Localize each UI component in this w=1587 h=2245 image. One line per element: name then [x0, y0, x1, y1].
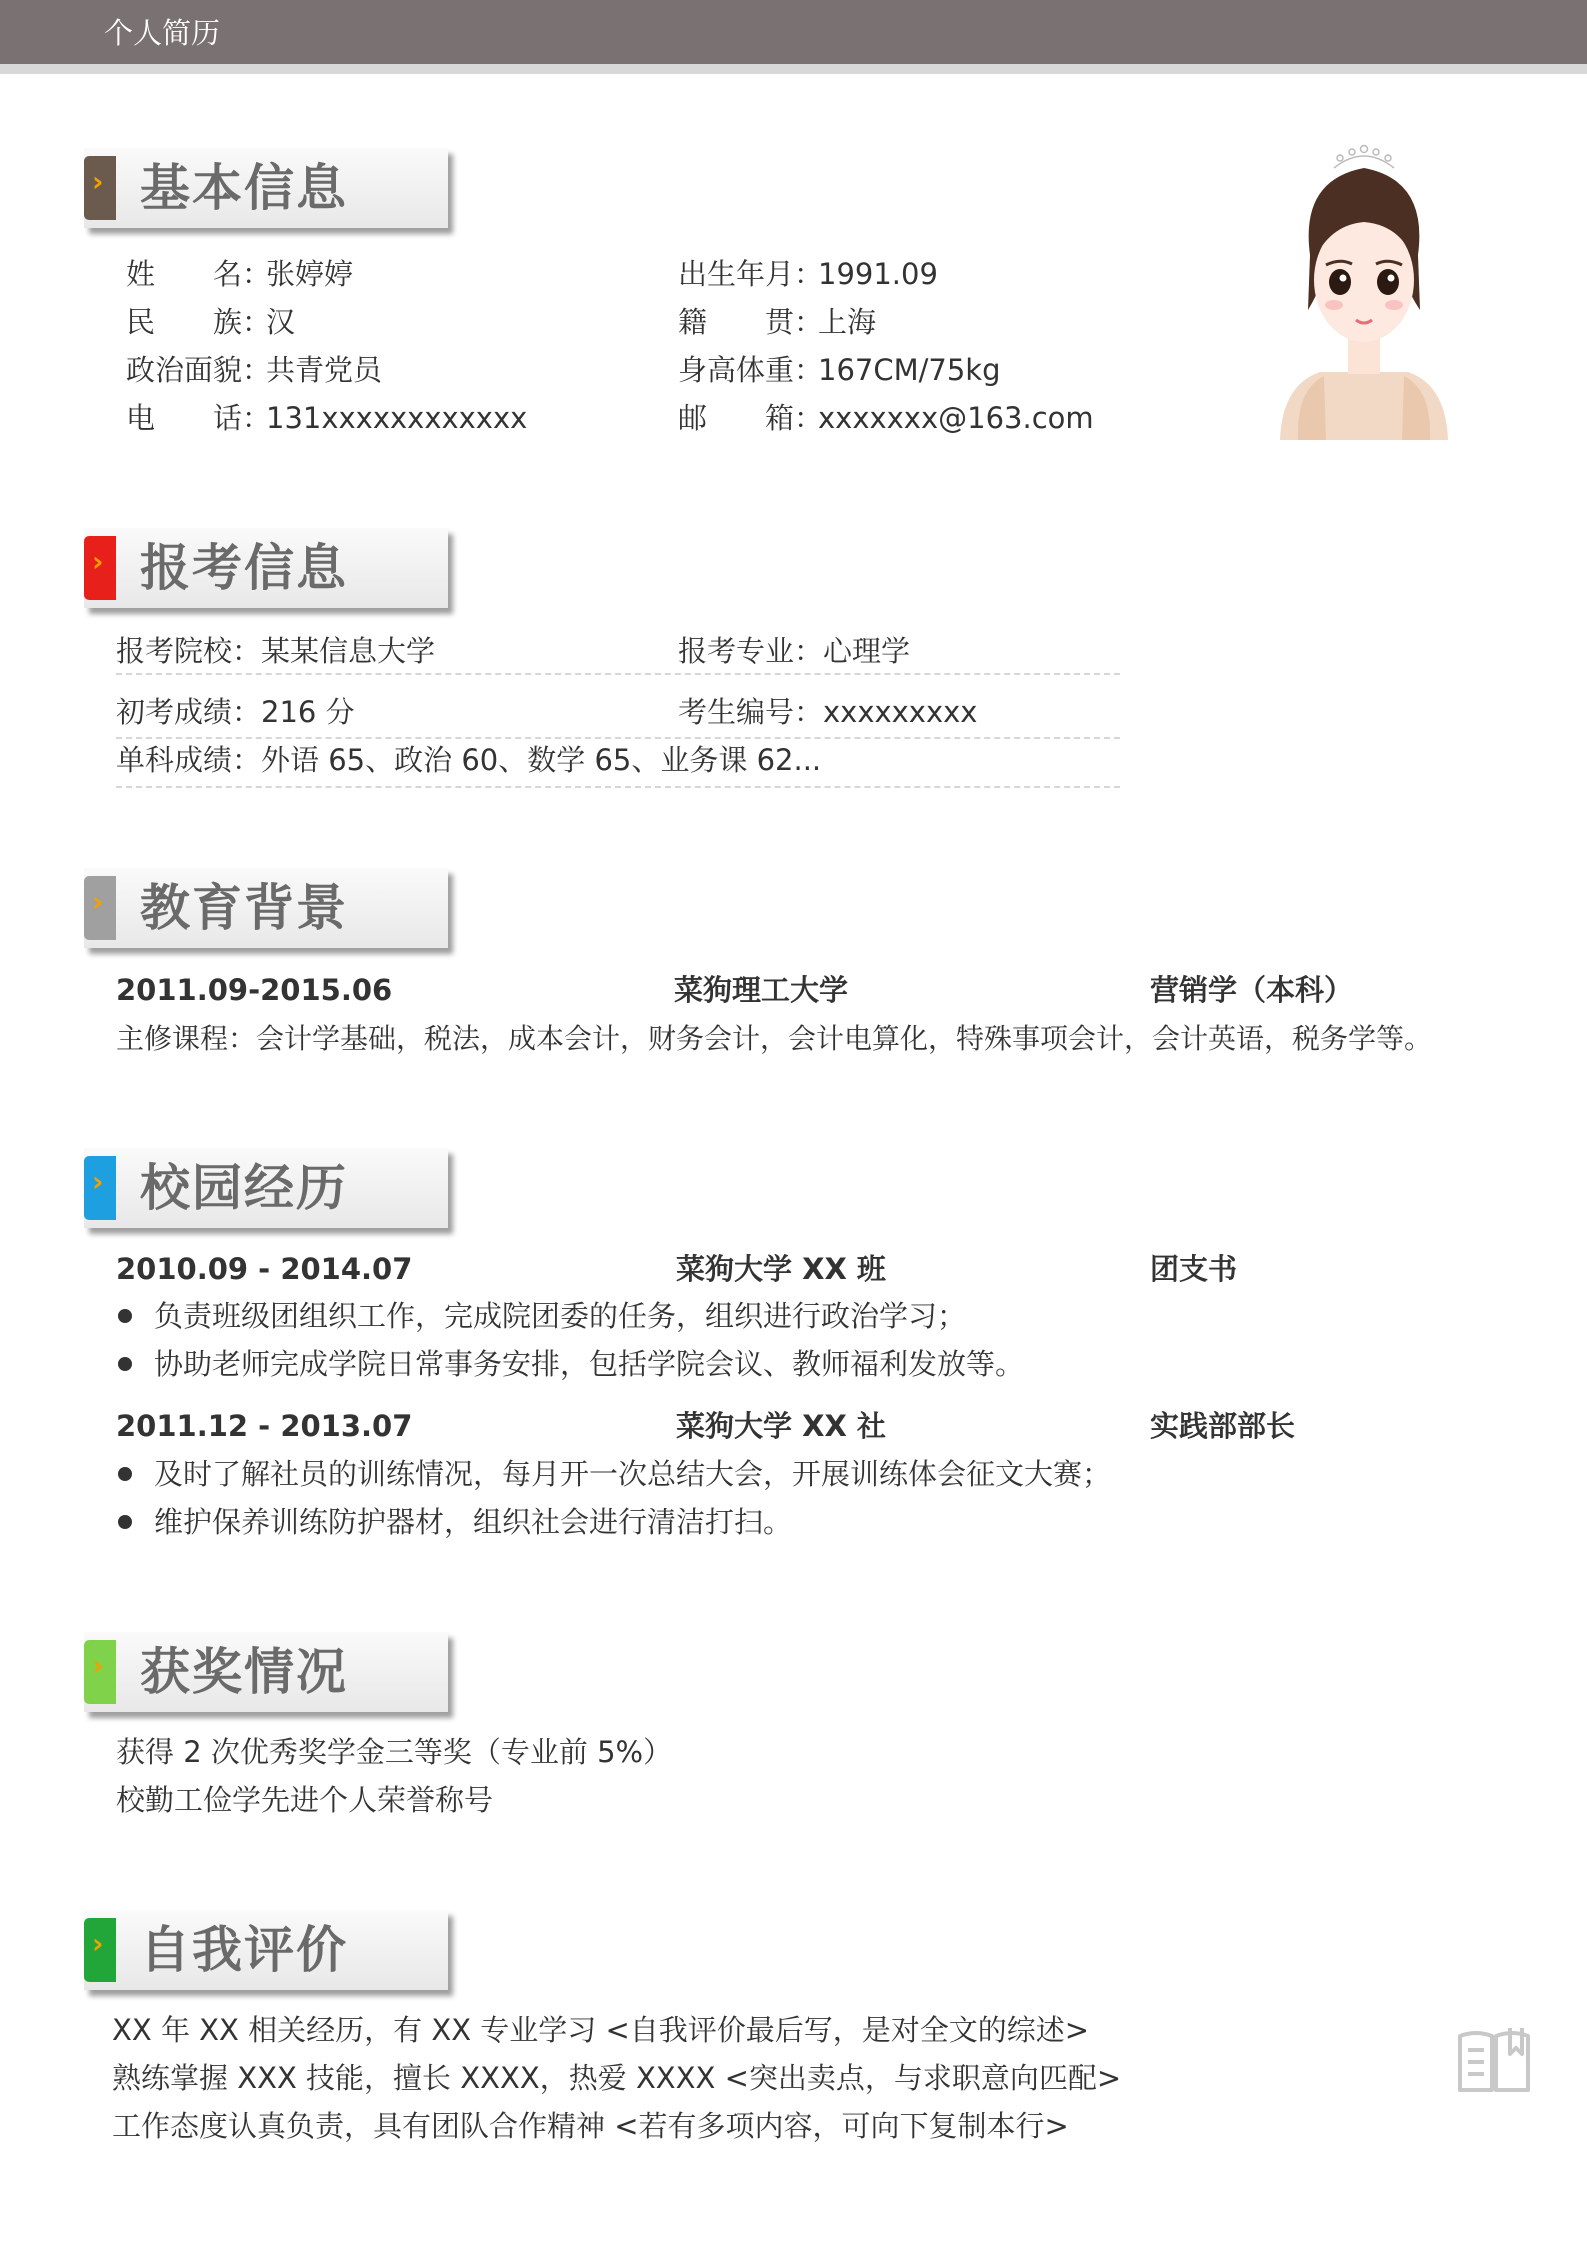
section-title: 校园经历	[140, 1159, 348, 1217]
birth-label: 出生年月：	[678, 257, 824, 291]
origin-label: 籍 贯：	[678, 305, 824, 339]
phone-value: 131xxxxxxxxxxxx	[266, 401, 528, 435]
section-header-awards	[84, 1632, 448, 1712]
campus-org: 菜狗大学 XX 社	[676, 1409, 886, 1443]
self-item: 工作态度认真负责，具有团队合作精神 <若有多项内容，可向下复制本行>	[112, 2109, 1069, 2143]
campus-item: 及时了解社员的训练情况，每月开一次总结大会，开展训练体会征文大赛；	[154, 1457, 1112, 1491]
chevron-right-icon: ›	[92, 1165, 104, 1198]
divider	[116, 786, 1120, 788]
top-bar	[0, 0, 1587, 64]
campus-org: 菜狗大学 XX 班	[676, 1252, 886, 1286]
award-item: 获得 2 次优秀奖学金三等奖（专业前 5%）	[116, 1735, 673, 1769]
birth-value: 1991.09	[818, 257, 938, 291]
section-title: 教育背景	[140, 879, 348, 937]
bullet-dot	[118, 1467, 132, 1481]
chevron-right-icon: ›	[92, 165, 104, 198]
section-header-exam	[84, 528, 448, 608]
campus-period: 2011.12 - 2013.07	[116, 1409, 413, 1443]
section-title: 基本信息	[140, 159, 348, 217]
book-icon	[1456, 2024, 1532, 2096]
politics-label: 政治面貌：	[126, 353, 272, 387]
body-value: 167CM/75kg	[818, 353, 1001, 387]
bullet-dot	[118, 1357, 132, 1371]
section-header-self	[84, 1910, 448, 1990]
section-header-education	[84, 868, 448, 948]
section-title: 报考信息	[140, 539, 348, 597]
self-item: XX 年 XX 相关经历，有 XX 专业学习 <自我评价最后写，是对全文的综述>	[112, 2013, 1090, 2047]
bullet-dot	[118, 1309, 132, 1323]
campus-role: 团支书	[1150, 1252, 1238, 1286]
campus-item: 协助老师完成学院日常事务安排，包括学院会议、教师福利发放等。	[154, 1347, 1025, 1381]
origin-value: 上海	[818, 305, 877, 339]
body-label: 身高体重：	[678, 353, 824, 387]
edu-courses: 主修课程：会计学基础，税法，成本会计，财务会计，会计电算化，特殊事项会计，会计英语，税务学等。	[116, 1022, 1433, 1055]
edu-school: 菜狗理工大学	[674, 973, 849, 1007]
chevron-right-icon: ›	[92, 1649, 104, 1682]
chevron-right-icon: ›	[92, 545, 104, 578]
section-header-basic	[84, 148, 448, 228]
section-title: 自我评价	[140, 1921, 348, 1979]
bullet-dot	[118, 1515, 132, 1529]
section-title: 获奖情况	[140, 1643, 348, 1701]
ethnic-label: 民 族：	[126, 305, 272, 339]
campus-role: 实践部部长	[1150, 1409, 1296, 1443]
exam-score: 初考成绩：216 分	[116, 695, 355, 729]
divider	[116, 673, 1120, 675]
email-label: 邮 箱：	[678, 401, 824, 435]
chevron-right-icon: ›	[92, 1927, 104, 1960]
self-item: 熟练掌握 XXX 技能，擅长 XXXX，热爱 XXXX <突出卖点，与求职意向匹配>	[112, 2061, 1122, 2095]
edu-degree: 营销学（本科）	[1150, 973, 1354, 1007]
chevron-right-icon: ›	[92, 885, 104, 918]
politics-value: 共青党员	[266, 353, 383, 387]
email-value: xxxxxxx@163.com	[818, 401, 1094, 435]
exam-school: 报考院校：某某信息大学	[116, 634, 436, 668]
name-value: 张婷婷	[266, 257, 354, 291]
award-item: 校勤工俭学先进个人荣誉称号	[116, 1783, 494, 1817]
resume-title: 个人简历	[104, 16, 221, 50]
exam-number: 考生编号：xxxxxxxxx	[678, 695, 978, 729]
campus-item: 维护保养训练防护器材，组织社会进行清洁打扫。	[154, 1505, 793, 1539]
exam-major: 报考专业：心理学	[678, 634, 911, 668]
campus-period: 2010.09 - 2014.07	[116, 1252, 413, 1286]
name-label: 姓 名：	[126, 257, 272, 291]
top-bar-divider	[0, 64, 1587, 74]
edu-period: 2011.09-2015.06	[116, 973, 393, 1007]
section-header-campus	[84, 1148, 448, 1228]
phone-label: 电 话：	[126, 401, 272, 435]
exam-subjects: 单科成绩：外语 65、政治 60、数学 65、业务课 62...	[116, 743, 822, 777]
divider	[116, 737, 1120, 739]
avatar	[1260, 140, 1460, 450]
ethnic-value: 汉	[266, 305, 296, 339]
campus-item: 负责班级团组织工作，完成院团委的任务，组织进行政治学习；	[154, 1299, 967, 1333]
